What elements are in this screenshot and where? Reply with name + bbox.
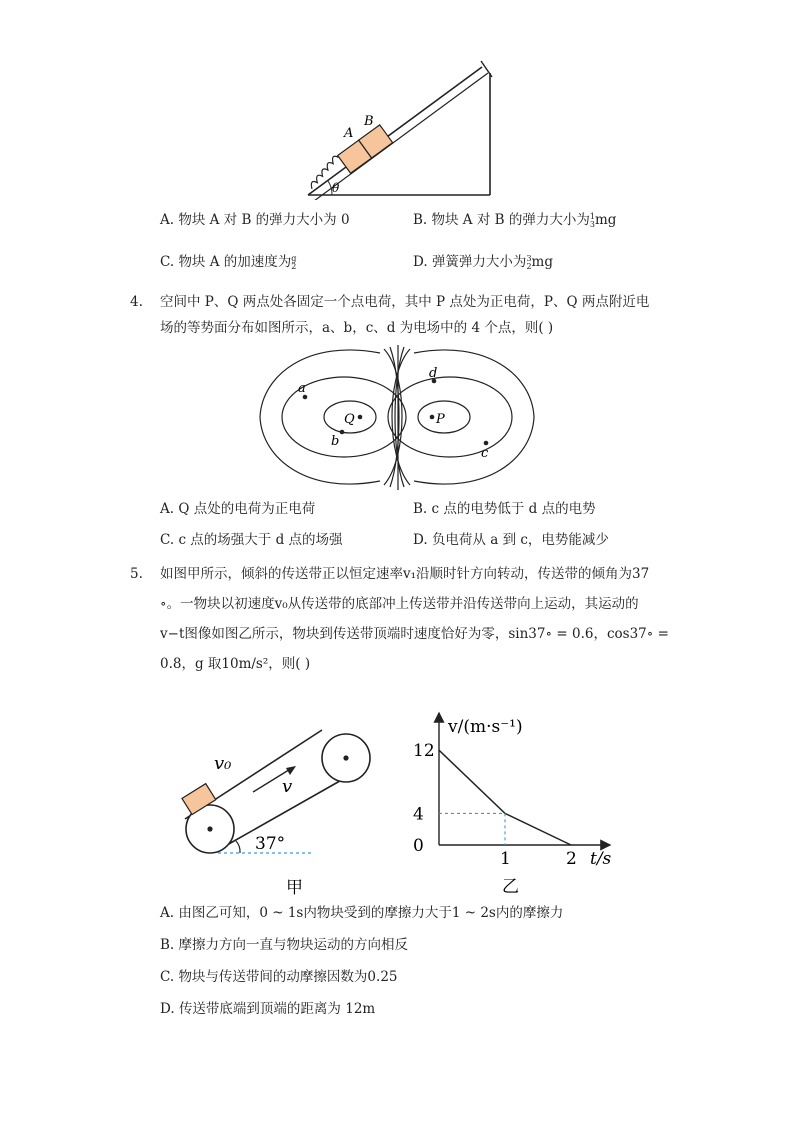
q5-stem-line1: 如图甲所示，倾斜的传送带正以恒定速率v₁沿顺时针方向转动，传送带的倾角为37 — [160, 566, 650, 582]
q5-option-a[interactable]: A. 由图乙可知，0 ~ 1s内物块受到的摩擦力大于1 ~ 2s内的摩擦力 — [160, 905, 564, 921]
q5-stem-line3: v−t图像如图乙所示，物块到传送带顶端时速度恰好为零，sin37∘ = 0.6，cos37∘ = — [160, 626, 669, 642]
q4-stem-line2: 场的等势面分布如图所示，a、b，c、d 为电场中的 4 个点，则( ) — [160, 320, 554, 336]
q5-stem-line2: ∘。一物块以初速度v₀从传送带的底部冲上传送带并沿传送带向上运动，其运动的 — [160, 596, 639, 612]
q3-option-d[interactable]: D. 弹簧弹力大小为 3 2 mg — [413, 253, 553, 271]
label-c-point: c — [481, 446, 489, 461]
y-tick-label-2: 0 — [413, 836, 424, 856]
label-v: v — [282, 776, 293, 797]
q4-option-b[interactable]: B. c 点的电势低于 d 点的电势 — [413, 501, 596, 517]
label-p: P — [436, 412, 445, 427]
q5-option-c[interactable]: C. 物块与传送带间的动摩擦因数为0.25 — [160, 969, 398, 985]
conveyor-figure — [178, 725, 378, 900]
label-b-point: b — [331, 434, 340, 449]
label-theta: θ — [332, 181, 340, 195]
q5-number: 5. — [130, 566, 143, 582]
label-b: B — [364, 114, 374, 129]
x-axis-label: t/s — [590, 849, 612, 869]
label-a: A — [344, 126, 354, 141]
q4-number: 4. — [130, 294, 143, 310]
q4-option-c[interactable]: C. c 点的场强大于 d 点的场强 — [160, 532, 343, 548]
y-axis-label: v/(m·s⁻¹) — [448, 717, 523, 737]
label-d-point: d — [429, 366, 438, 381]
caption-jia: 甲 — [286, 878, 303, 898]
y-tick-label-1: 4 — [413, 804, 424, 825]
label-q: Q — [344, 412, 355, 427]
q4-stem-line1: 空间中 P、Q 两点处各固定一个点电荷，其中 P 点处为正电荷，P、Q 两点附近电 — [160, 294, 650, 310]
q4-option-d[interactable]: D. 负电荷从 a 到 c，电势能减少 — [413, 532, 609, 548]
label-a-point: a — [298, 381, 306, 396]
vt-chart — [410, 708, 620, 900]
series-line — [439, 750, 571, 845]
x-tick-label-1: 2 — [566, 849, 577, 869]
caption-yi: 乙 — [502, 877, 519, 897]
y-tick-label-0: 12 — [413, 741, 435, 762]
label-v0: v₀ — [214, 753, 232, 774]
q3-option-c[interactable]: C. 物块 A 的加速度为 g 2 — [160, 253, 297, 271]
incline-figure — [300, 55, 500, 200]
q3-option-b[interactable]: B. 物块 A 对 B 的弹力大小为 1 3 mg — [413, 211, 617, 229]
x-tick-label-0: 1 — [500, 849, 511, 869]
q5-stem-line4: 0.8，g 取10m/s²，则( ) — [160, 656, 311, 672]
equipotential-figure — [258, 345, 538, 490]
q3-option-a[interactable]: A. 物块 A 对 B 的弹力大小为 0 — [160, 212, 350, 228]
q5-option-d[interactable]: D. 传送带底端到顶端的距离为 12m — [160, 1001, 376, 1017]
label-angle: 37° — [255, 834, 286, 854]
q4-option-a[interactable]: A. Q 点处的电荷为正电荷 — [160, 501, 316, 517]
q5-option-b[interactable]: B. 摩擦力方向一直与物块运动的方向相反 — [160, 937, 409, 953]
